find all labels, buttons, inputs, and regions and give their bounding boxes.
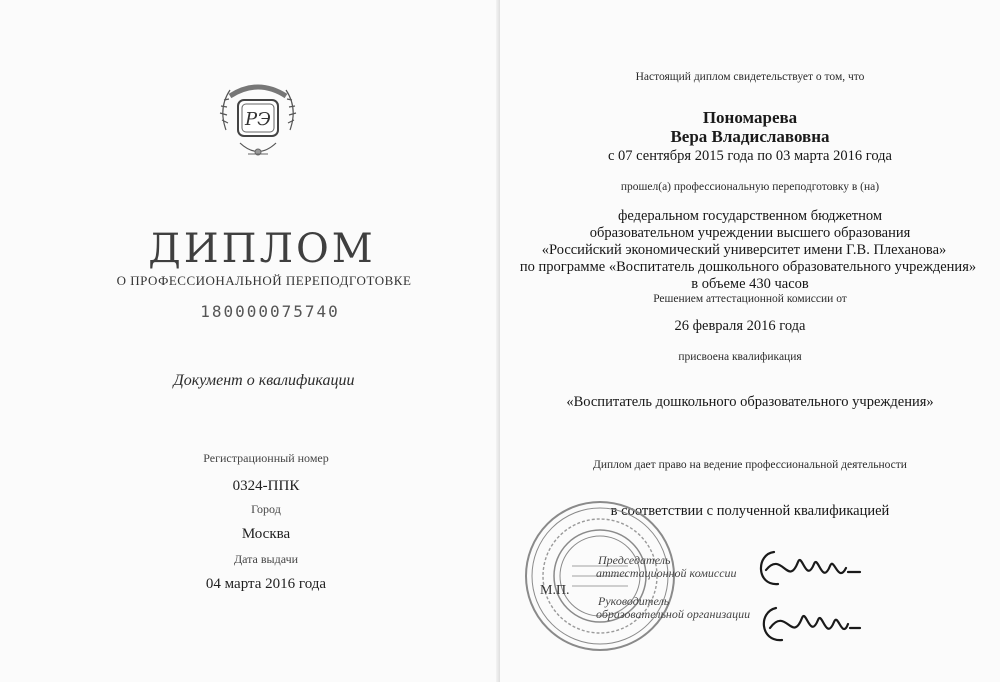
head-signature-icon — [754, 598, 864, 654]
head-label-line-1: Руководитель — [598, 594, 670, 608]
qualification-value: «Воспитатель дошкольного образовательного учреждения» — [566, 394, 934, 410]
institution-line-1: федеральном государственном бюджетном — [617, 208, 883, 224]
diploma-subtitle: О ПРОФЕССИОНАЛЬНОЙ ПЕРЕПОДГОТОВКЕ — [116, 273, 412, 288]
city-label: Город — [251, 502, 281, 516]
right-page — [500, 0, 1000, 682]
holder-surname: Пономарева — [702, 108, 798, 127]
document-type: Документ о квалификации — [173, 372, 355, 389]
decision-text: Решением аттестационной комиссии от — [653, 293, 847, 305]
passed-text: прошел(а) профессиональную переподготовку в (на) — [620, 181, 880, 193]
institution-line-3: «Российский экономический университет имени Г.В. Плеханова» — [541, 242, 947, 258]
university-emblem-icon — [208, 68, 308, 168]
qualification-awarded-text: присвоена квалификация — [678, 351, 802, 363]
institution-line-2: образовательном учреждении высшего образования — [589, 225, 911, 241]
registration-label: Регистрационный номер — [203, 451, 329, 465]
seal-place-label: М.П. — [540, 583, 570, 598]
city-value: Москва — [241, 526, 291, 542]
chair-label-line-1: Председатель — [598, 553, 671, 567]
serial-number: 180000075740 — [200, 302, 340, 321]
issue-date-value: 04 марта 2016 года — [205, 576, 327, 592]
issue-date-label: Дата выдачи — [233, 552, 299, 566]
right-text: Диплом дает право на ведение профессиональной деятельности — [593, 459, 907, 471]
study-period: с 07 сентября 2015 года по 03 марта 2016 года — [608, 148, 892, 164]
intro-text: Настоящий диплом свидетельствует о том, что — [635, 71, 865, 83]
volume-text: в объеме 430 часов — [691, 276, 809, 292]
program-text: по программе «Воспитатель дошкольного образовательного учреждения» — [519, 259, 977, 275]
accordance-text: в соответствии с полученной квалификацией — [610, 503, 890, 519]
registration-number: 0324-ППК — [232, 478, 300, 494]
diploma-title: ДИПЛОМ — [148, 226, 376, 272]
holder-name: Вера Владиславовна — [670, 127, 830, 146]
chair-label-line-2: аттестационной комиссии — [596, 566, 737, 580]
svg-text:РЭ: РЭ — [245, 109, 271, 130]
decision-date: 26 февраля 2016 года — [674, 318, 806, 334]
chair-signature-icon — [752, 540, 862, 596]
head-label-line-2: образовательной организации — [596, 607, 751, 621]
